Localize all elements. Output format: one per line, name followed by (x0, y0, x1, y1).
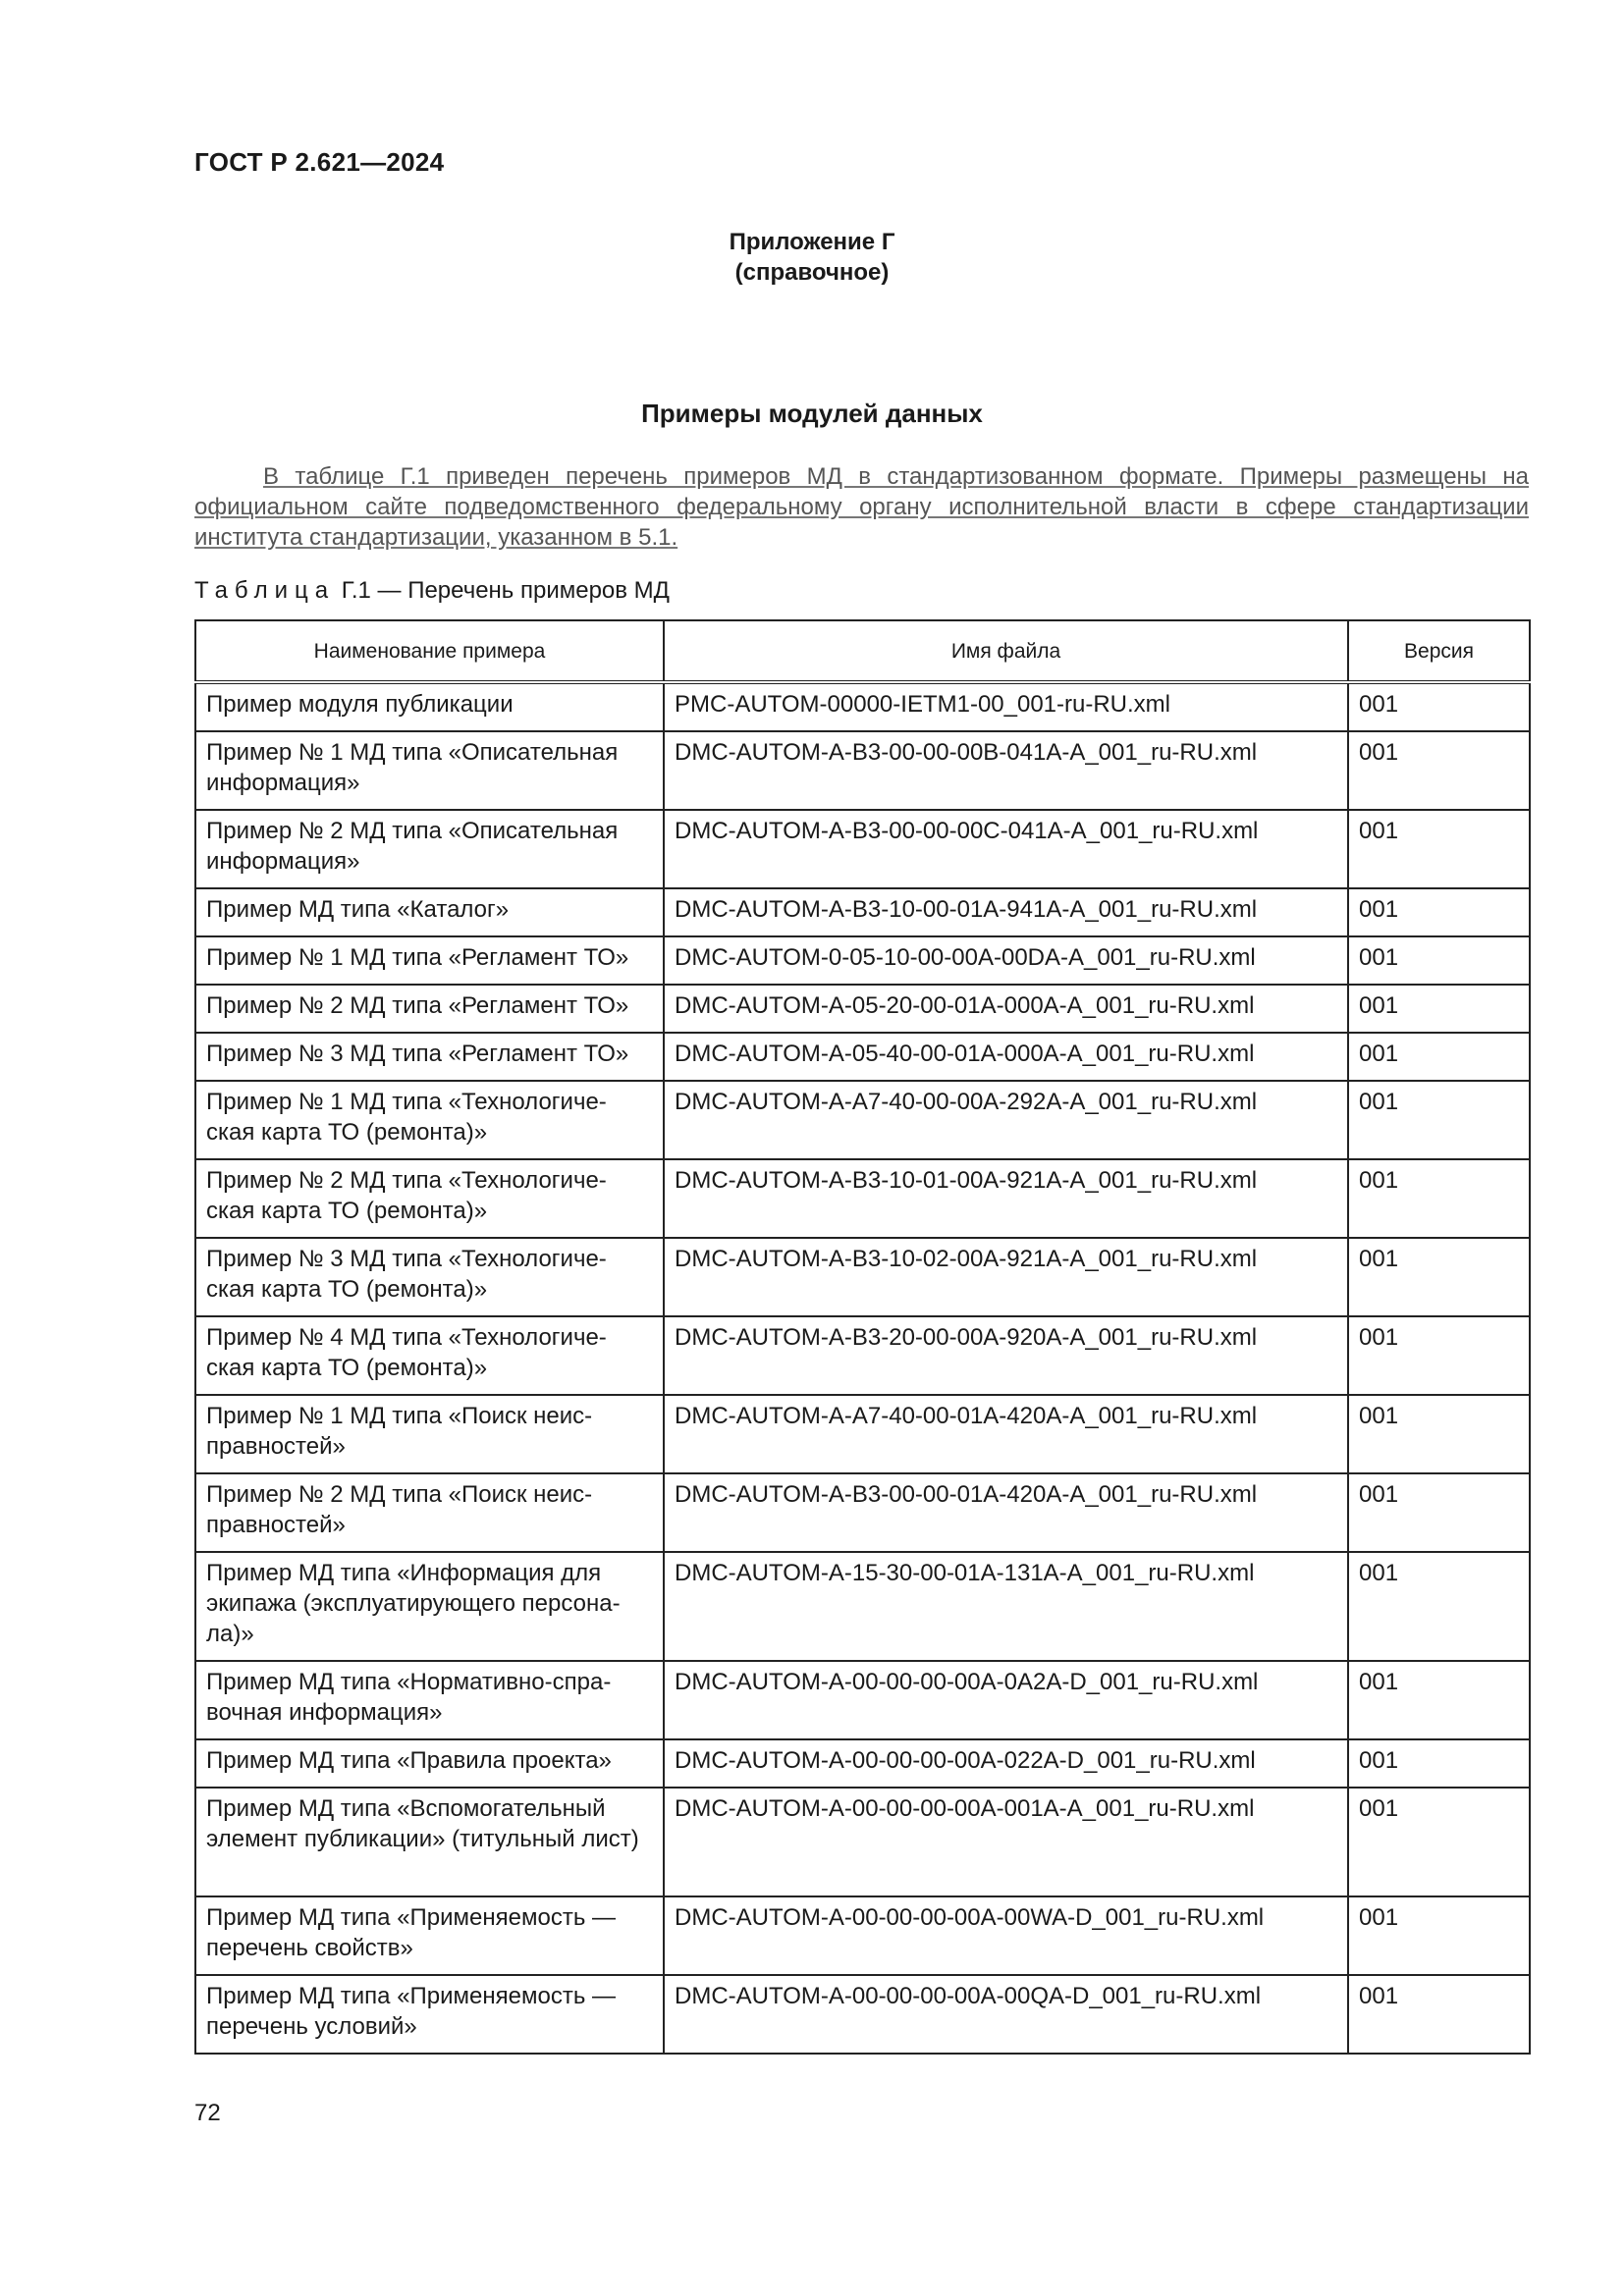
cell-file: DMC-AUTOM-A-00-00-00-00A-022A-D_001_ru-RU.xml (664, 1739, 1348, 1788)
table-header-row (195, 620, 1530, 682)
cell-name: Пример МД типа «Правила проекта» (195, 1739, 664, 1788)
cell-file: DMC-AUTOM-A-A7-40-00-01A-420A-A_001_ru-RU.xml (664, 1395, 1348, 1473)
table-caption-label: Таблица (194, 577, 336, 604)
table-row (195, 1739, 1530, 1788)
cell-version: 001 (1348, 1395, 1530, 1473)
table-row (195, 1788, 1530, 1896)
cell-name: Пример № 4 МД типа «Технологиче-ская карта ТО (ремонта)» (195, 1316, 664, 1395)
cell-name: Пример № 2 МД типа «Регламент ТО» (195, 985, 664, 1033)
table-row (195, 1395, 1530, 1473)
cell-name: Пример модуля публикации (195, 682, 664, 731)
column-header-file: Имя файла (664, 620, 1348, 682)
cell-version: 001 (1348, 1238, 1530, 1316)
cell-file: DMC-AUTOM-A-00-00-00-00A-0A2A-D_001_ru-RU.xml (664, 1661, 1348, 1739)
table-row (195, 1081, 1530, 1159)
page-number: 72 (194, 2100, 221, 2126)
cell-version: 001 (1348, 1159, 1530, 1238)
table-row (195, 1316, 1530, 1395)
cell-version: 001 (1348, 1081, 1530, 1159)
cell-name: Пример МД типа «Нормативно-спра-вочная информация» (195, 1661, 664, 1739)
cell-file: DMC-AUTOM-A-00-00-00-00A-00QA-D_001_ru-RU.xml (664, 1975, 1348, 2054)
cell-version: 001 (1348, 1316, 1530, 1395)
cell-name: Пример МД типа «Применяемость — перечень условий» (195, 1975, 664, 2054)
cell-name: Пример № 3 МД типа «Регламент ТО» (195, 1033, 664, 1081)
column-header-version: Версия (1348, 620, 1530, 682)
cell-file: DMC-AUTOM-A-B3-10-00-01A-941A-A_001_ru-RU.xml (664, 888, 1348, 936)
column-header-name: Наименование примера (195, 620, 664, 682)
appendix-kind: (справочное) (734, 259, 890, 286)
cell-file: DMC-AUTOM-A-05-40-00-01A-000A-A_001_ru-RU.xml (664, 1033, 1348, 1081)
cell-version: 001 (1348, 1033, 1530, 1081)
cell-name: Пример № 1 МД типа «Регламент ТО» (195, 936, 664, 985)
cell-version: 001 (1348, 936, 1530, 985)
table-caption-text: Г.1 — Перечень примеров МД (341, 577, 670, 604)
table-row (195, 1238, 1530, 1316)
appendix-title: Приложение Г (729, 229, 895, 255)
cell-file: DMC-AUTOM-A-B3-00-00-00B-041A-A_001_ru-RU.xml (664, 731, 1348, 810)
table-row (195, 1896, 1530, 1975)
cell-file: PMC-AUTOM-00000-IETM1-00_001-ru-RU.xml (664, 682, 1348, 731)
cell-version: 001 (1348, 810, 1530, 888)
table-row (195, 1033, 1530, 1081)
cell-file: DMC-AUTOM-A-B3-00-00-01A-420A-A_001_ru-RU.xml (664, 1473, 1348, 1552)
cell-name: Пример № 3 МД типа «Технологиче-ская карта ТО (ремонта)» (195, 1238, 664, 1316)
cell-name: Пример МД типа «Вспомогательный элемент публикации» (титульный лист) (195, 1788, 664, 1896)
table-row (195, 1473, 1530, 1552)
examples-table (194, 619, 1531, 2055)
table-row (195, 985, 1530, 1033)
cell-file: DMC-AUTOM-A-B3-00-00-00C-041A-A_001_ru-RU.xml (664, 810, 1348, 888)
cell-file: DMC-AUTOM-A-B3-20-00-00A-920A-A_001_ru-RU.xml (664, 1316, 1348, 1395)
cell-version: 001 (1348, 888, 1530, 936)
table-row (195, 1159, 1530, 1238)
cell-file: DMC-AUTOM-0-05-10-00-00A-00DA-A_001_ru-RU.xml (664, 936, 1348, 985)
table-row (195, 682, 1530, 731)
cell-name: Пример МД типа «Применяемость — перечень свойств» (195, 1896, 664, 1975)
cell-version: 001 (1348, 1473, 1530, 1552)
cell-name: Пример № 1 МД типа «Поиск неис-правностей» (195, 1395, 664, 1473)
cell-version: 001 (1348, 1788, 1530, 1896)
cell-version: 001 (1348, 682, 1530, 731)
table-row (195, 810, 1530, 888)
table-row (195, 1552, 1530, 1661)
cell-version: 001 (1348, 1552, 1530, 1661)
cell-name: Пример № 1 МД типа «Технологиче-ская карта ТО (ремонта)» (195, 1081, 664, 1159)
table-row (195, 936, 1530, 985)
cell-name: Пример № 2 МД типа «Поиск неис-правностей» (195, 1473, 664, 1552)
cell-version: 001 (1348, 1739, 1530, 1788)
table-row (195, 888, 1530, 936)
table-caption (194, 577, 670, 605)
cell-file: DMC-AUTOM-A-00-00-00-00A-001A-A_001_ru-RU.xml (664, 1788, 1348, 1896)
cell-file: DMC-AUTOM-A-B3-10-01-00A-921A-A_001_ru-RU.xml (664, 1159, 1348, 1238)
cell-version: 001 (1348, 1661, 1530, 1739)
document-code: ГОСТ Р 2.621—2024 (194, 147, 445, 177)
intro-paragraph: В таблице Г.1 приведен перечень примеров МД в стандартизованном формате. Примеры размещены на официальном сайте подведомственного федеральному органу исполнительной власти в сфере стандартизации института стандартизации, указанном в 5.1. (194, 463, 1529, 551)
cell-file: DMC-AUTOM-A-A7-40-00-00A-292A-A_001_ru-RU.xml (664, 1081, 1348, 1159)
table-row (195, 1975, 1530, 2054)
section-title: Примеры модулей данных (641, 399, 983, 428)
table-row (195, 731, 1530, 810)
cell-file: DMC-AUTOM-A-00-00-00-00A-00WA-D_001_ru-RU.xml (664, 1896, 1348, 1975)
cell-name: Пример № 2 МД типа «Описательная информация» (195, 810, 664, 888)
cell-version: 001 (1348, 1896, 1530, 1975)
cell-name: Пример № 1 МД типа «Описательная информация» (195, 731, 664, 810)
cell-file: DMC-AUTOM-A-B3-10-02-00A-921A-A_001_ru-RU.xml (664, 1238, 1348, 1316)
cell-version: 001 (1348, 731, 1530, 810)
cell-version: 001 (1348, 1975, 1530, 2054)
cell-name: Пример № 2 МД типа «Технологиче-ская карта ТО (ремонта)» (195, 1159, 664, 1238)
cell-name: Пример МД типа «Каталог» (195, 888, 664, 936)
cell-file: DMC-AUTOM-A-15-30-00-01A-131A-A_001_ru-RU.xml (664, 1552, 1348, 1661)
cell-version: 001 (1348, 985, 1530, 1033)
table-row (195, 1661, 1530, 1739)
cell-name: Пример МД типа «Информация для экипажа (эксплуатирующего персона-ла)» (195, 1552, 664, 1661)
cell-file: DMC-AUTOM-A-05-20-00-01A-000A-A_001_ru-RU.xml (664, 985, 1348, 1033)
